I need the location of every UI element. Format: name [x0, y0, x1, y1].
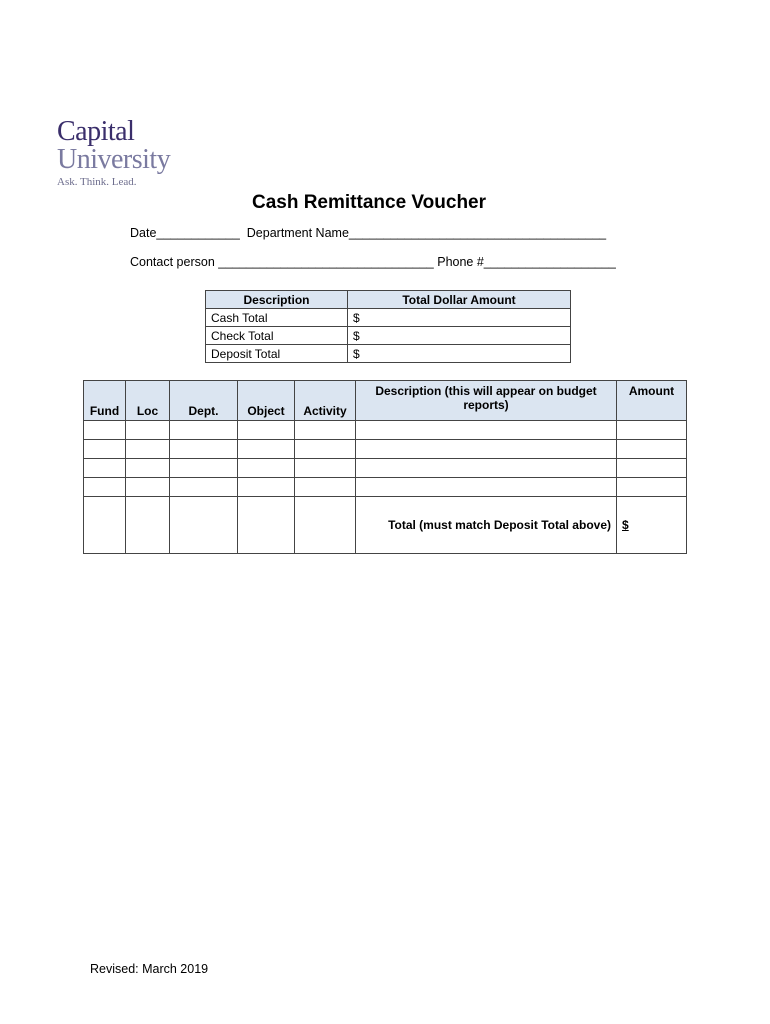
summary-row — [206, 327, 571, 345]
total-label: Total (must match Deposit Total above) — [356, 497, 617, 554]
header-loc: Loc — [126, 381, 170, 421]
summary-amount[interactable]: $ — [348, 327, 571, 345]
summary-label: Cash Total — [206, 309, 348, 327]
summary-header-description: Description — [206, 291, 348, 309]
table-row[interactable] — [84, 459, 687, 478]
header-description: Description (this will appear on budget reports) — [356, 381, 617, 421]
total-amount: $ — [622, 518, 629, 532]
header-fund: Fund — [84, 381, 126, 421]
header-activity: Activity — [295, 381, 356, 421]
header-object: Object — [238, 381, 295, 421]
contact-phone-line[interactable]: Contact person _______________________________ Phone #___________________ — [130, 255, 616, 269]
summary-label: Deposit Total — [206, 345, 348, 363]
table-row[interactable] — [84, 440, 687, 459]
summary-row — [206, 345, 571, 363]
summary-header-amount: Total Dollar Amount — [348, 291, 571, 309]
date-department-line[interactable]: Date____________ Department Name_____________________________________ — [130, 226, 607, 240]
summary-amount[interactable]: $ — [348, 345, 571, 363]
revised-date: Revised: March 2019 — [90, 962, 209, 976]
logo-tagline: Ask. Think. Lead. — [57, 176, 137, 188]
logo-line-2: University — [57, 144, 171, 175]
page-title: Cash Remittance Voucher — [251, 192, 487, 213]
table-row[interactable] — [84, 478, 687, 497]
capital-university-logo — [57, 118, 170, 189]
line-items-table — [83, 380, 687, 554]
summary-header-row — [206, 291, 571, 309]
header-dept: Dept. — [170, 381, 238, 421]
summary-row — [206, 309, 571, 327]
header-amount: Amount — [617, 381, 687, 421]
summary-table — [205, 290, 571, 363]
total-amount-cell[interactable] — [617, 497, 687, 554]
summary-label: Check Total — [206, 327, 348, 345]
table-row[interactable] — [84, 421, 687, 440]
line-items-header-row — [84, 381, 687, 421]
summary-amount[interactable]: $ — [348, 309, 571, 327]
total-row — [84, 497, 687, 554]
logo-line-1: Capital — [57, 116, 135, 147]
